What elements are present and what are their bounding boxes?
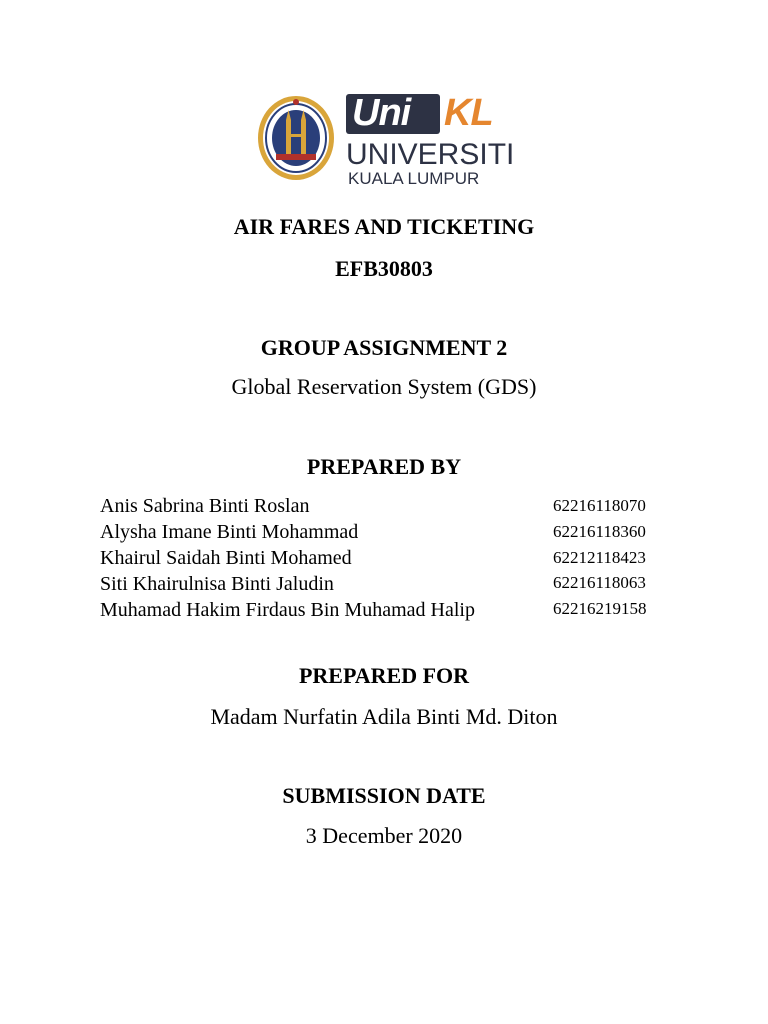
assignment-heading: GROUP ASSIGNMENT 2 — [260, 335, 508, 360]
course-title: AIR FARES AND TICKETING — [233, 214, 535, 239]
member-name: Khairul Saidah Binti Mohamed — [100, 547, 352, 569]
member-name: Siti Khairulnisa Binti Jaludin — [100, 573, 334, 595]
assignment-topic: Global Reservation System (GDS) — [231, 374, 537, 399]
member-name: Alysha Imane Binti Mohammad — [100, 521, 359, 543]
member-name: Muhamad Hakim Firdaus Bin Muhamad Halip — [100, 599, 475, 621]
prepared-by-heading: PREPARED BY — [306, 454, 462, 479]
wordmark-uni: Uni — [352, 92, 411, 134]
member-id: 62216118070 — [553, 496, 646, 515]
wordmark-uni-box — [346, 94, 440, 134]
member-id: 62216118063 — [553, 573, 646, 592]
prepared-for-heading: PREPARED FOR — [298, 663, 470, 688]
member-id: 62212118423 — [553, 548, 646, 567]
member-id: 62216118360 — [553, 522, 646, 541]
university-wordmark — [346, 92, 515, 190]
wordmark-kl: KL — [444, 92, 493, 134]
university-logo — [256, 92, 516, 192]
member-name: Anis Sabrina Binti Roslan — [100, 495, 310, 517]
submission-date: 3 December 2020 — [305, 823, 463, 848]
prepared-for-name: Madam Nurfatin Adila Binti Md. Diton — [210, 704, 558, 729]
member-id: 62216219158 — [553, 599, 647, 618]
university-seal-icon — [256, 94, 336, 182]
wordmark-universiti: UNIVERSITI — [346, 138, 515, 171]
submission-heading: SUBMISSION DATE — [282, 783, 486, 808]
wordmark-kuala-lumpur: KUALA LUMPUR — [348, 169, 480, 188]
course-code: EFB30803 — [335, 256, 433, 281]
